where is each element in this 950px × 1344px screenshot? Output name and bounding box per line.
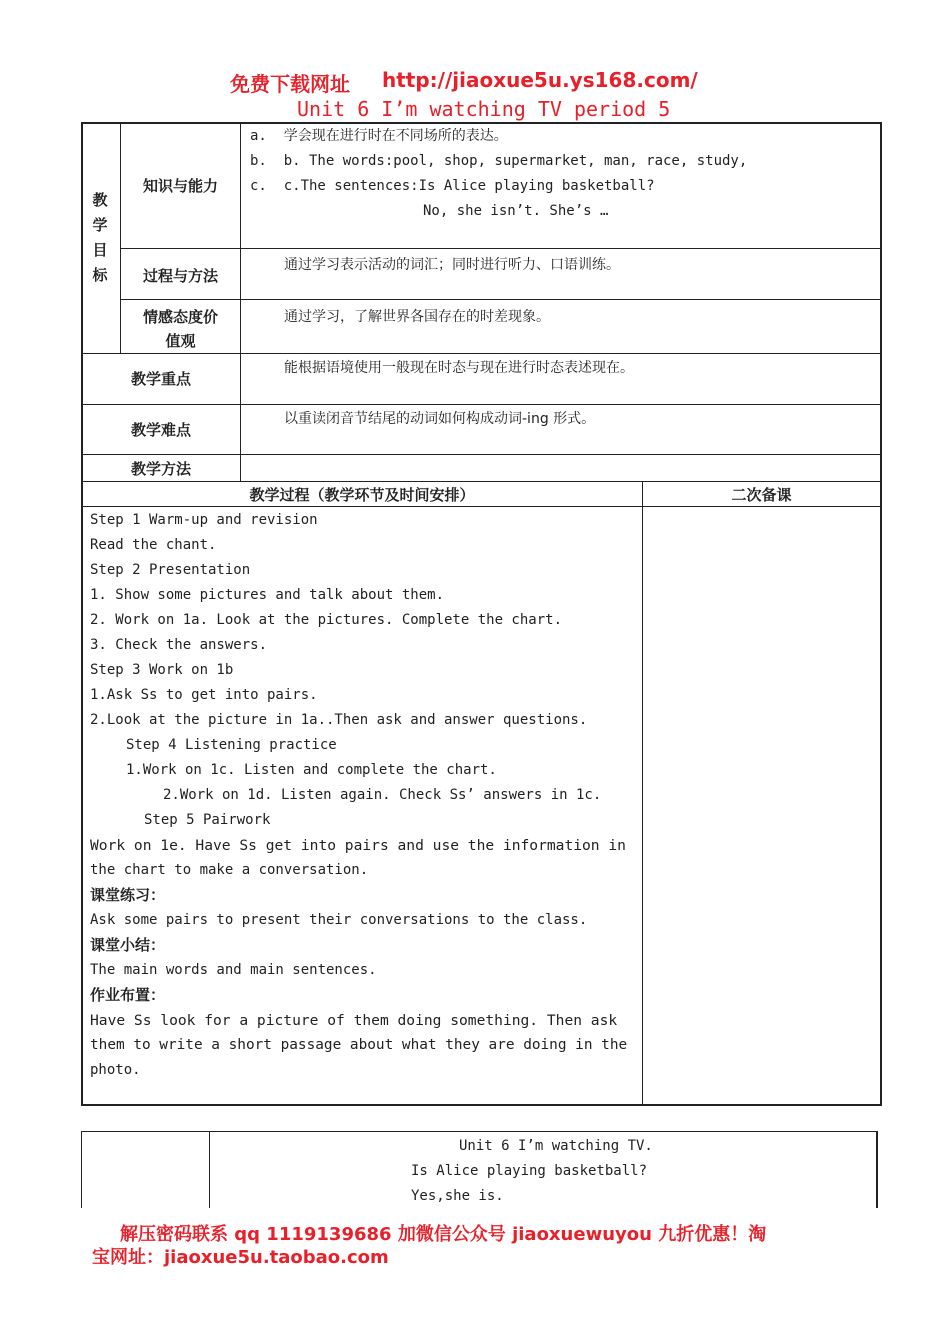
process-line: Step 1 Warm-up and revision: [90, 512, 318, 528]
process-line: them to write a short passage about what they are doing in the: [90, 1037, 628, 1053]
emotion-text: 通过学习，了解世界各国存在的时差现象。: [284, 309, 550, 325]
process-line: 2.Work on 1d. Listen again. Check Ss’ answers in 1c.: [163, 787, 602, 803]
practice-heading: 课堂练习：: [90, 886, 166, 904]
process-line: Read the chant.: [90, 537, 217, 553]
process-line: Ask some pairs to present their conversations to the class.: [90, 912, 588, 928]
homework-heading: 作业布置：: [90, 986, 166, 1004]
page-title: Unit 6 I’m watching TV period 5: [297, 97, 671, 121]
method-label: 教学方法: [130, 460, 191, 478]
process-line: Work on 1e. Have Ss get into pairs and use the information in: [90, 837, 626, 854]
footer-contact-line1: 解压密码联系 qq 1119139686 加微信公众号 jiaoxuewuyou 九折优惠！淘: [120, 1224, 767, 1245]
difficult-points-label: 教学难点: [130, 421, 191, 439]
process-line: 1. Show some pictures and talk about them.: [90, 587, 445, 603]
objectives-group-label: 教 学 目 标: [92, 191, 108, 284]
process-text: 通过学习表示活动的词汇；同时进行听力、口语训练。: [284, 257, 620, 273]
difficult-points-text: 以重读闭音节结尾的动词如何构成动词-ing 形式。: [284, 411, 596, 427]
process-line: 1.Work on 1c. Listen and complete the chart.: [126, 762, 497, 778]
process-line: 2. Work on 1a. Look at the pictures. Complete the chart.: [90, 612, 563, 628]
process-label: 过程与方法: [142, 267, 218, 285]
board-line: Yes,she is.: [411, 1188, 504, 1204]
site-label: 免费下载网址: [230, 72, 350, 96]
emotion-label: 情感态度价 值观: [142, 308, 218, 350]
key-points-text: 能根据语境使用一般现在时态与现在进行时态表述现在。: [284, 360, 634, 376]
knowledge-label: 知识与能力: [142, 177, 218, 195]
knowledge-line-c: c. c.The sentences:Is Alice playing basketball?: [250, 178, 655, 194]
board-line: Unit 6 I’m watching TV.: [459, 1138, 653, 1154]
knowledge-line-d: No, she isn’t. She’s …: [423, 203, 609, 219]
process-line: 2.Look at the picture in 1a..Then ask and answer questions.: [90, 712, 588, 728]
process-line: photo.: [90, 1062, 141, 1078]
process-line: 3. Check the answers.: [90, 637, 268, 653]
process-line: Step 4 Listening practice: [126, 737, 337, 753]
process-line: Step 2 Presentation: [90, 562, 251, 578]
process-column-header: 教学过程（教学环节及时间安排）: [249, 486, 475, 504]
board-line: Is Alice playing basketball?: [411, 1163, 648, 1179]
process-line: Step 5 Pairwork: [144, 812, 271, 828]
key-points-label: 教学重点: [130, 370, 191, 388]
process-line: The main words and main sentences.: [90, 962, 377, 978]
notes-column-header: 二次备课: [731, 486, 792, 504]
footer-contact-line2: 宝网址：jiaoxue5u.taobao.com: [92, 1247, 389, 1268]
site-url[interactable]: http://jiaoxue5u.ys168.com/: [382, 68, 698, 92]
process-line: the chart to make a conversation.: [90, 862, 369, 878]
summary-heading: 课堂小结：: [90, 936, 166, 954]
knowledge-line-b: b. b. The words:pool, shop, supermarket, man, race, study,: [250, 153, 748, 169]
process-line: Step 3 Work on 1b: [90, 662, 234, 678]
process-line: 1.Ask Ss to get into pairs.: [90, 687, 318, 703]
process-line: Have Ss look for a picture of them doing something. Then ask: [90, 1012, 618, 1029]
knowledge-line-a: a. 学会现在进行时在不同场所的表达。: [250, 128, 508, 144]
